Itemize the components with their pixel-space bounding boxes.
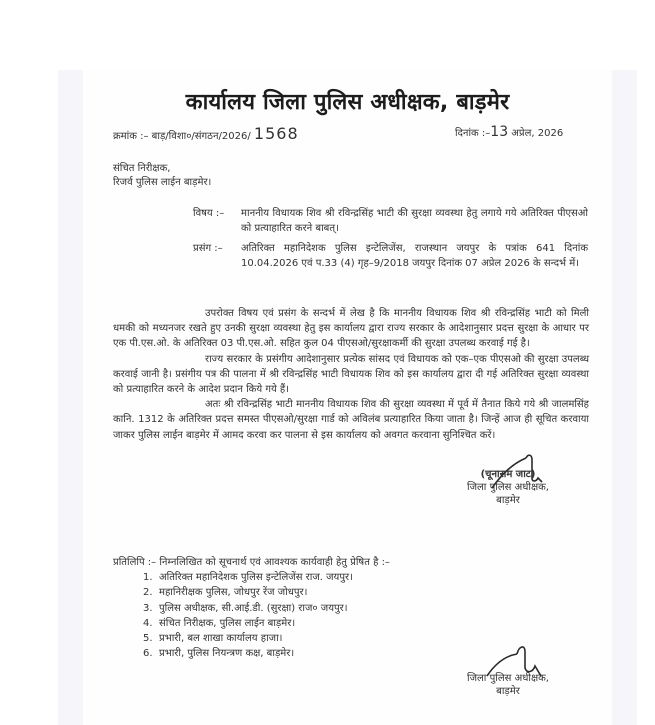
context-row <box>193 241 588 271</box>
signatory-designation: जिला पुलिस अधीक्षक, <box>467 482 549 493</box>
subject-row <box>193 206 588 236</box>
letter-body <box>113 306 589 443</box>
list-item <box>143 570 353 585</box>
item-text: अतिरिक्त महानिदेशक पुलिस इन्टेलिजेंस राज. जयपुर। <box>159 572 353 583</box>
handwritten-number: 1568 <box>253 124 299 143</box>
signatory-place: बाड़मेर <box>496 686 520 697</box>
reference-number <box>113 124 299 143</box>
signatory-place: बाड़मेर <box>496 495 520 506</box>
item-number: 1. <box>143 572 153 583</box>
signatory-name: (चूनाराम जाट) <box>480 469 536 480</box>
body-paragraph: राज्य सरकार के प्रसंगीय आदेशानुसार प्रत्येक सांसद एवं विधायक को एक–एक पीएसओ की सुरक्षा उपलब्ध करवाई जानी है। प्रसंगीय पत्र की पालना में श्री रविन्द्रसिंह भाटी विधायक शिव को इस कार्यालय द्वारा दी गई अतिरिक्त सुरक्षा व्यवस्था को प्रत्याहारित करने के आदेश प्रदान किये गये हैं। <box>113 353 589 396</box>
signature-block-copy <box>438 672 578 698</box>
letterhead-title: कार्यालय जिला पुलिस अधीक्षक, बाड़मेर <box>185 90 510 115</box>
item-text: पुलिस अधीक्षक, सी.आई.डी. (सुरक्षा) राज० जयपुर। <box>159 602 348 614</box>
item-number: 2. <box>143 587 153 599</box>
body-paragraph: अतः श्री रविन्द्रसिंह भाटी माननीय विधायक शिव की सुरक्षा व्यवस्था में पूर्व में तैनात किये गये श्री जालमसिंह कानि. 1312 के अतिरिक्त प्रदत्त समस्त पीएसओ/सुरक्षा गार्ड को अविलंब प्रत्याहारित किया जाता है। जिन्हें आज ही सूचित करवाया जाकर पुलिस लाईन बाड़मेर में आमद करवा कर पालना से इस कार्यालय को अवगत करवाना सुनिश्चित करें। <box>113 399 589 441</box>
subject-label: विषय :– <box>193 208 225 219</box>
item-text: प्रभारी, बल शाखा कार्यालय हाजा। <box>159 633 283 645</box>
scan-margin-right <box>612 70 637 725</box>
subject-block <box>193 206 588 276</box>
reference-date <box>455 124 563 140</box>
addressee-line: रिजर्व पुलिस लाईन बाड़मेर। <box>113 177 212 188</box>
subject-text: माननीय विधायक शिव श्री रविन्द्रसिंह भाटी की सुरक्षा व्यवस्था हेतु लगाये गये अतिरिक्त पीएसओ को प्रत्याहारित करने बाबत्। <box>241 208 588 234</box>
context-label: प्रसंग :– <box>193 243 223 254</box>
document-page <box>83 70 612 725</box>
date-rest: अप्रेल, 2026 <box>511 128 564 139</box>
list-item <box>143 631 353 646</box>
body-paragraph: उपरोक्त विषय एवं प्रसंग के सन्दर्भ में लेख है कि माननीय विधायक शिव श्री रविन्द्रसिंह भाटी को मिली धमकी को मध्यनजर रखते हुए उनकी सुरक्षा व्यवस्था हेतु इस कार्यालय द्वारा राज्य सरकार के आदेशानुसार प्रदत्त सुरक्षा के आधार पर एक पी.एस.ओ. के अतिरिक्त 03 पी.एस.ओ. सहित कुल 04 पीएसओ/सुरक्षाकर्मी की सुरक्षा उपलब्ध करवाई गई है। <box>113 308 589 350</box>
addressee-line: संचित निरीक्षक, <box>113 163 171 174</box>
signature-block <box>428 468 588 507</box>
reference-label: क्रमांक :– बाड़/विशा०/संगठन/2026/ <box>113 131 251 142</box>
list-item <box>143 616 353 631</box>
item-number: 5. <box>143 633 153 645</box>
copy-to-heading: प्रतिलिपि :– निम्नलिखित को सूचनार्थ एवं आवश्यक कार्यवाही हेतु प्रेषित है :– <box>113 557 390 568</box>
item-number: 6. <box>143 648 153 660</box>
date-label: दिनांक :– <box>455 128 491 139</box>
item-text: प्रभारी, पुलिस नियन्त्रण कक्ष, बाड़मेर। <box>159 648 295 660</box>
item-number: 4. <box>143 617 153 629</box>
item-number: 3. <box>143 602 153 614</box>
list-item <box>143 585 353 600</box>
scan-margin-left <box>58 70 83 725</box>
addressee <box>113 162 211 190</box>
signatory-designation: जिला पुलिस अधीक्षक, <box>467 673 549 684</box>
item-text: संचित निरीक्षक, पुलिस लाईन बाड़मेर। <box>159 617 296 629</box>
list-item <box>143 646 353 661</box>
handwritten-day: 13 <box>490 124 509 140</box>
copy-to-list <box>143 570 353 662</box>
list-item <box>143 601 353 616</box>
context-text: अतिरिक्त महानिदेशक पुलिस इन्टेलिजेंस, राजस्थान जयपुर के पत्रांक 641 दिनांक 10.04.2026 एवं प.33 (4) गृह–9/2018 जयपुर दिनांक 07 अप्रेल 2026 के सन्दर्भ में। <box>241 243 588 269</box>
item-text: महानिरीक्षक पुलिस, जोधपुर रेंज जोधपुर। <box>159 587 308 599</box>
